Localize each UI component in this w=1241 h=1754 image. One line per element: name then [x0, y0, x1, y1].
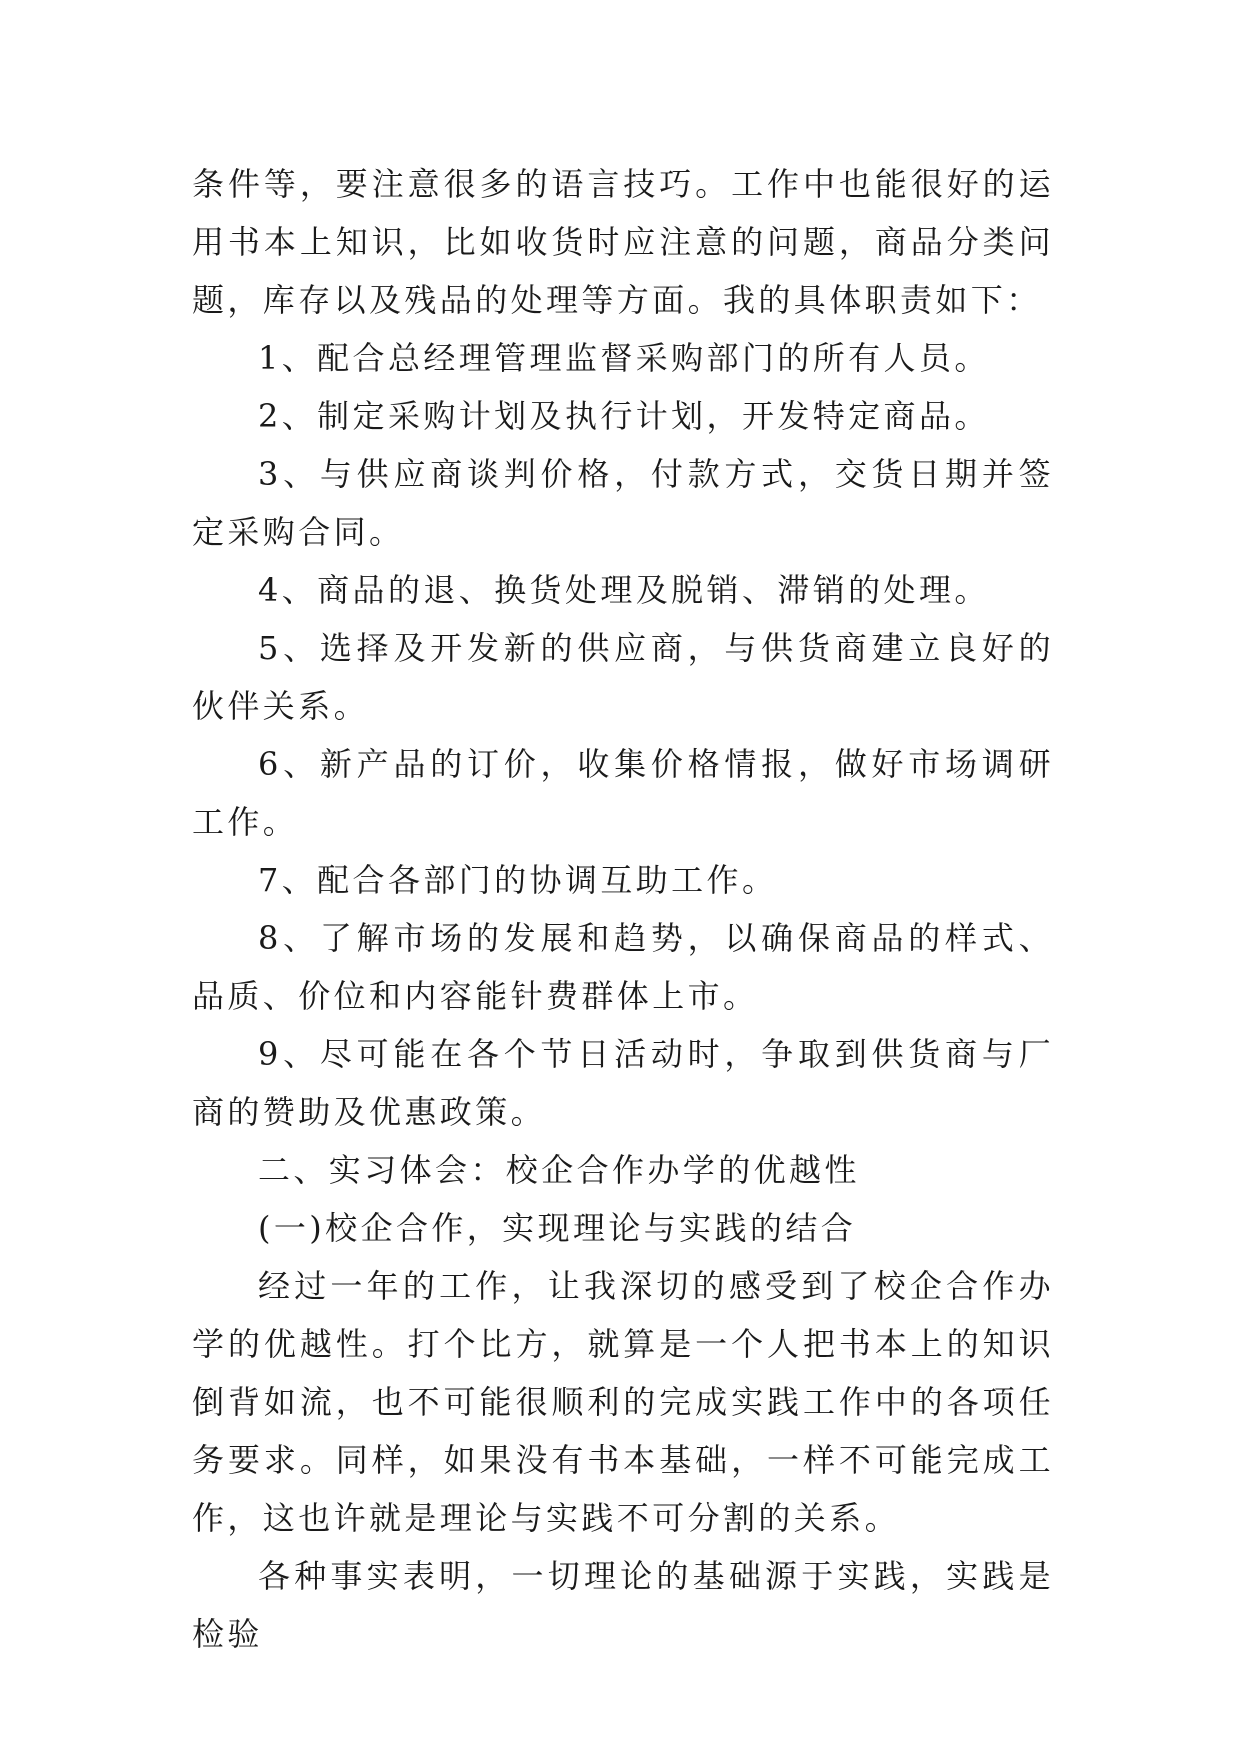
- duty-item-1: 1、配合总经理管理监督采购部门的所有人员。: [258, 339, 990, 377]
- duty-item-4: 4、商品的退、换货处理及脱销、滞销的处理。: [258, 571, 990, 609]
- duty-item-8: 8、了解市场的发展和趋势，以确保商品的样式、品质、价位和内容能针费群体上市。: [192, 919, 1054, 1015]
- document-body: [192, 155, 1054, 1663]
- duty-item-3: 3、与供应商谈判价格，付款方式，交货日期并签定采购合同。: [192, 455, 1054, 551]
- paragraph-conclusion: 各种事实表明，一切理论的基础源于实践，实践是检验: [192, 1557, 1054, 1653]
- paragraph-intro: 条件等，要注意很多的语言技巧。工作中也能很好的运用书本上知识，比如收货时应注意的问题，商品分类问题，库存以及残品的处理等方面。我的具体职责如下：: [192, 165, 1054, 319]
- duty-item-5: 5、选择及开发新的供应商，与供货商建立良好的伙伴关系。: [192, 629, 1054, 725]
- duty-item-9: 9、尽可能在各个节日活动时，争取到供货商与厂商的赞助及优惠政策。: [192, 1035, 1054, 1131]
- section-heading: 二、实习体会：校企合作办学的优越性: [258, 1151, 860, 1189]
- subsection-heading: (一)校企合作，实现理论与实践的结合: [258, 1209, 857, 1247]
- duty-item-2: 2、制定采购计划及执行计划，开发特定商品。: [258, 397, 990, 435]
- duty-item-6: 6、新产品的订价，收集价格情报，做好市场调研工作。: [192, 745, 1054, 841]
- duty-item-7: 7、配合各部门的协调互助工作。: [258, 861, 778, 899]
- paragraph-experience: 经过一年的工作，让我深切的感受到了校企合作办学的优越性。打个比方，就算是一个人把书本上的知识倒背如流，也不可能很顺利的完成实践工作中的各项任务要求。同样，如果没有书本基础，一样不可能完成工作，这也许就是理论与实践不可分割的关系。: [192, 1267, 1054, 1537]
